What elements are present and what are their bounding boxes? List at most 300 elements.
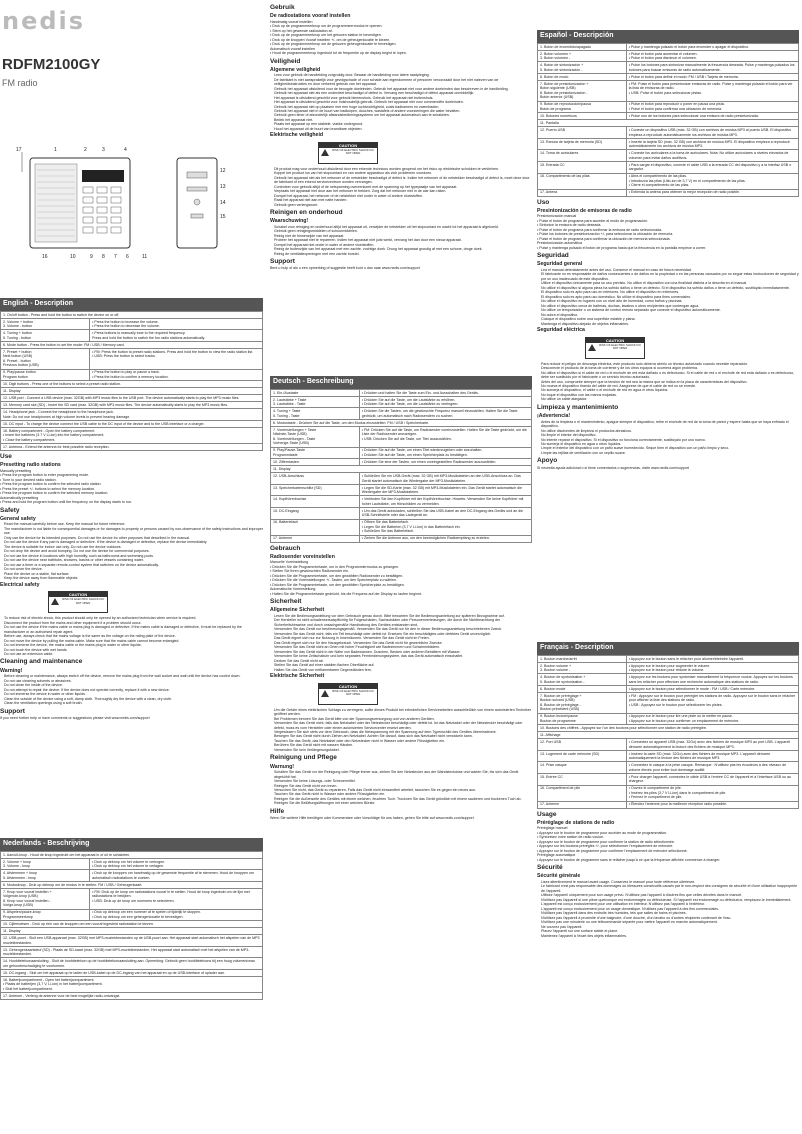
section-french <box>537 642 799 938</box>
support-text: Wenn Sie weitere Hilfe benötigen oder Kommentare oder Vorschläge für uns haben, gehen Sie bitte auf www.nedis.com/support <box>270 816 474 821</box>
list-item: • Das Gerät eignet sich nur zur Nutzung in Innenräumen. Verwenden Sie das Gerät nicht im Freien. <box>274 636 532 640</box>
row-description: • Insérez la carte SD (max. 32Go) avec des fichiers de musique MP3. L'appareil démarre automatiquement la lecture des fichiers de musique MP3. <box>626 750 798 762</box>
section-german <box>270 376 532 821</box>
list-item: • Het apparaat is uitsluitend geschikt voor gebruik binnenshuis. Gebruik het apparaat niet buitenshuis. <box>274 96 532 100</box>
electrical-safety-heading: Elektrische Sicherheit <box>270 673 325 680</box>
safety-heading: Safety <box>0 506 20 514</box>
row-description: • Appuyez sur les boutons pour syntoniser manuellement la fréquence voulue. Appuyez sur les boutons sans les relâcher pour effectuer une recherche automatique des stations de radio. <box>626 674 798 686</box>
list-item: • Do not use the device if the mains cable or mains plug is damaged or defective. If the mains cable is damaged or defective, it must be replaced by the manufacturer or an authorised repair agent. <box>4 625 263 634</box>
list-item: • Gebruik het apparaat niet op plaatsen met een hoge luchtvochtigheid, zoals badkamers en zwembaden. <box>274 105 532 109</box>
svg-text:8: 8 <box>102 254 105 260</box>
column-middle <box>270 0 532 1134</box>
cleaning-heading: Reinigen en onderhoud <box>270 209 343 217</box>
row-label: 15. DC-Eingang <box>271 507 360 519</box>
row-description: • Pulse el botón para reproducir o poner en pausa una pista. • Pulse el botón para confirmar una ubicación de memoria. <box>626 101 798 113</box>
row-label: 13. Logement de carte mémoire (SD) <box>538 750 627 762</box>
table-row <box>538 120 799 127</box>
table-row <box>538 81 799 102</box>
table-row <box>271 396 532 408</box>
table-row <box>1 330 263 342</box>
svg-text:2: 2 <box>84 147 87 153</box>
preset-line: • Press the program button to confirm the selected memory location. <box>0 491 109 496</box>
table-row <box>538 801 799 808</box>
preset-text <box>537 826 799 862</box>
section-spanish <box>537 30 799 470</box>
list-item: • Plaats het apparaat op een stabiele, vlakke ondergrond. <box>274 122 532 126</box>
table-row <box>538 189 799 196</box>
row-description: • Press buttons to manually tune to the required frequency. Press and hold the button to switch the fun radio stations automatically. <box>90 330 263 342</box>
preset-line: Automatisch vooraf instellen <box>270 46 315 51</box>
row-text: 15. DC input - To charge the device connect the USB cable to the DC input of the device and to the USB interface or a charger. <box>1 421 263 428</box>
list-item: • Limpie las rejillas de ventilación con un cepillo suave. <box>541 451 799 455</box>
warning-triangle-icon <box>321 149 329 156</box>
list-item: • Do not immerse the device in water or other liquids. <box>4 692 263 696</box>
table-row <box>1 889 263 910</box>
row-description: • Druk op deknop om het volume te verhogen. • Druk op deknop om het volume te verlagen. <box>90 858 263 870</box>
row-description: • Ziehen Sie die Antenne aus, um den bestmöglichen Radioempfang zu erzielen. <box>359 535 531 542</box>
cleaning-list <box>270 770 532 806</box>
row-description: • FM: Press the button to preset radio stations. Press and hold the button to view the radio station list. • USB: Press the button to select tracks. <box>90 349 263 370</box>
product-name: FM radio <box>2 78 38 88</box>
general-safety-list <box>270 614 532 672</box>
list-item: • No cubra el dispositivo. <box>541 313 799 317</box>
caution-label: CAUTION RISK OF ELECTRIC SHOCK DO NOT OPEN <box>318 142 378 164</box>
table-row <box>1 921 263 928</box>
preset-line: • Drücken Sie die Programmiertaste, um den gewählten Radiosender zu bestätigen. <box>270 573 404 578</box>
row-text: 16. Battery compartment - Open the battery compartment. • Insert the batteries (3.7 V Li-ion) into the battery compartment. • Close the battery compartment. <box>1 428 263 444</box>
row-label: 13. Ranura de tarjeta de memoria (SD) <box>538 138 627 150</box>
list-item: • Schalten Sie das Gerät vor der Reinigung oder Pflege immer aus, ziehen Sie den Netzstecker aus der Wandsteckdose und warten Sie, bis sich das Gerät abgekühlt hat. <box>274 770 532 779</box>
list-item: • Reinig niet de binnenzijde van het apparaat. <box>274 234 532 238</box>
safety-heading: Veiligheid <box>270 57 301 65</box>
row-label: 10. Zifferntasten <box>271 459 360 466</box>
list-item: • El dispositivo solo es apto para uso en interiores. No utilice el dispositivo en exteriores. <box>541 290 799 294</box>
row-description: • Extienda la antena para obtener la mejor recepción de radio posible. <box>626 189 798 196</box>
row-text: 11. Display <box>1 388 263 395</box>
row-description: • Schließen Sie ein USB-Gerät (max. 32 GB) mit MP3-Musikdateien an den USB-Anschluss an. Das Gerät startet automatisch die Wiedergabe der MP3-Musikdateien. <box>359 473 531 485</box>
list-item: • Placez l'appareil sur une surface stable et plane. <box>541 929 799 933</box>
general-safety-list <box>0 522 263 580</box>
cleaning-heading: Reinigung und Pflege <box>270 754 337 762</box>
table-row <box>538 693 799 714</box>
table-row <box>1 969 263 976</box>
table-row <box>538 662 799 674</box>
row-description: • Pulse el botón para aumentar el volumen. • Pulse el botón para disminuir el volumen. <box>626 50 798 62</box>
row-text: 12. USB-poort - Sluit een USB-apparaat (max. 32GB) met MP3-muziekbestanden op de USB-poort aan. Het apparaat start automatisch het afspelen van de MP3 muziekbestanden. <box>1 935 263 947</box>
table-row <box>538 725 799 732</box>
list-item: • Dit product mag voor onderhoud uitsluitend door een erkende technicus worden geopend om het risico op elektrische schokken te verkleinen. <box>274 167 532 171</box>
column-right <box>537 0 799 1134</box>
sd-slot <box>187 187 207 191</box>
row-description: • Appuyez sur le bouton pour sélectionner le mode : FM / USB / Carte mémoire. <box>626 685 798 692</box>
row-text: 11. Display <box>1 928 263 935</box>
general-safety-heading: Seguridad general <box>537 261 583 268</box>
list-item: • Gebruik geen timer of afzonderlijk afstandsbedieningssysteem om het apparaat automatisch aan te schakelen. <box>274 113 532 117</box>
list-item: • Limpie el exterior del dispositivo con un paño suave humedecido. Seque bien el dispositivo con un paño limpio y seco. <box>541 446 799 450</box>
preset-line: • Druk op de programmeerknop om het gekozen station te bevestigen. <box>270 33 382 38</box>
row-text: 14. Hoofdtelefoonaansluiting - Sluit de hoofdtelefoon op de hoofdtelefoonaansluiting aan. Opmerking: Gebruik geen hoofdtelefoons bij een hoog volumeniveau om gehoorbeschadiging te voorkomen. <box>1 958 263 970</box>
list-item: • Do not immerse the device, the mains cable or the mains plug in water or other liquids. <box>4 643 263 647</box>
list-item: • Gebruik geen verlengsnoer. <box>274 203 532 207</box>
list-item: • Bedek het apparaat niet. <box>274 118 532 122</box>
general-safety-heading: General safety <box>0 515 36 522</box>
list-item: • The device is suitable for indoor use only. Do not use the device outdoors. <box>4 545 263 549</box>
table-row <box>1 402 263 409</box>
row-label: 2. Volume + knop 3. Volume - knop <box>1 858 90 870</box>
row-text: 11. Affichage <box>538 732 799 739</box>
preset-line: Automatische Voreinstellung <box>270 587 316 592</box>
row-text: 10. Boutons des chiffres - Appuyez sur l'un des boutons pour sélectionner une station de radio préréglée. <box>538 725 799 732</box>
table-row <box>1 318 263 330</box>
row-label: 9. Afspelen/pauze-knop Programmeerknop <box>1 909 90 921</box>
support-heading: Support <box>270 258 295 266</box>
list-item: • Raak het apparaat niet aan met natte handen. <box>274 198 532 202</box>
row-description: • Legen Sie die SD-Karte (max. 32 GB) mit MP3-Musikdateien ein. Das Gerät startet automatisch die Wiedergabe der MP3-Musikdateien. <box>359 484 531 496</box>
row-text: 1. On/off button - Press and hold the button to switch the device on or off. <box>1 311 263 318</box>
row-label: 2. Botón volumen + 3. Botón volumen - <box>538 50 627 62</box>
preset-line: • Appuyez sur le bouton de programme pour confirmer l'emplacement de mémoire sélectionné. <box>537 848 688 853</box>
row-text: 11. Display <box>271 466 532 473</box>
description-table-german <box>270 389 532 543</box>
preset-line: • Drücken Sie die Programmiertaste, um den gewählten Speicherplatz zu bestätigen. <box>270 582 405 587</box>
description-table-french <box>537 655 799 809</box>
table-row <box>538 73 799 80</box>
list-item: • Do not use the device if any part is damaged or defective. If the device is damaged or defective, replace the device immediately. <box>4 540 263 544</box>
section-dutch <box>0 838 263 1000</box>
table-row <box>538 739 799 751</box>
list-item: • Gebruik het apparaat uitsluitend voor de beoogde doeleinden. Gebruik het apparaat niet voor andere doeleinden dan beschreven in de handleiding. <box>274 87 532 91</box>
row-text: 1. Aan/uit-knop - Houd de knop ingedrukt om het apparaat in of uit te schakelen. <box>1 851 263 858</box>
row-label: 4. Bouton de syntonisation + 5. Bouton de syntonisation - <box>538 674 627 686</box>
warning-label: ¡Advertencia! <box>537 413 571 420</box>
row-description: • Press the button to increase the volume. • Press the button to decrease the volume. <box>90 318 263 330</box>
table-row <box>1 958 263 970</box>
row-description: • Drücken Sie eine der Tasten, um einen voreingestellten Radiosender auszuwählen. <box>359 459 531 466</box>
preset-heading: Presintonización de emisoras de radio <box>537 207 632 214</box>
preset-line: • Appuyez sur le bouton de programme sans le relâcher jusqu'à ce que la fréquence affichée commence à changer. <box>537 857 721 862</box>
table-row <box>1 381 263 388</box>
row-description: • Connectez un appareil USB (max. 32Go) avec des fichiers de musique MP3 au port USB. L'appareil démarre automatiquement la lecture des fichiers de musique MP3. <box>626 739 798 751</box>
support-heading: Support <box>0 707 25 715</box>
list-item: • Dompel het apparaat niet onder in water of andere vloeistoffen. <box>274 243 532 247</box>
list-item: • Utilice el dispositivo únicamente para su uso previsto. No utilice el dispositivo con una finalidad distinta a la descrita en el manual. <box>541 281 799 285</box>
list-item: • No sumerja el dispositivo, el cable o el enchufe de red en agua ni otros líquidos. <box>541 388 799 392</box>
list-item: • L'appareil est conçu exclusivement pour un usage domestique. N'utilisez pas l'appareil à des fins commerciales. <box>541 907 799 911</box>
list-item: • Vergewissern Sie sich stets vor dem Gebrauch, dass die Netzspannung mit der Spannung auf dem Typenschild des Gerätes übereinstimmt. <box>274 730 532 734</box>
table-row <box>1 421 263 428</box>
table-row <box>271 427 532 448</box>
row-label: 1. Ein-/Austaste <box>271 389 360 396</box>
preset-line: • Press the program button to confirm the selected radio station. <box>0 482 102 487</box>
row-label: 6. Botón de modo <box>538 73 627 80</box>
row-text: 17. Antenna - Extend the antenna for best possible radio reception. <box>1 444 263 451</box>
support-heading: Hilfe <box>270 807 285 815</box>
table-row <box>1 311 263 318</box>
preset-text <box>537 214 799 250</box>
list-item: • Houd het apparaat uit de buurt van brandbare objecten. <box>274 127 532 131</box>
row-label: 14. Prise casque <box>538 762 627 774</box>
table-row <box>271 473 532 485</box>
preset-line: Handmatig vooraf instellen <box>270 19 313 24</box>
preset-line: • Pulse el botón de programa para acceder al modo de programación. <box>537 218 649 223</box>
row-description: • Para cargar el dispositivo, conecte el cable USB a la entrada CC del dispositivo y a la interfaz USB o cargador. <box>626 161 798 173</box>
table-row <box>1 928 263 935</box>
table-row <box>538 50 799 62</box>
list-item: • Het apparaat is uitsluitend geschikt voor huishoudelijk gebruik. Gebruik het apparaat niet voor commerciële doeleinden. <box>274 100 532 104</box>
svg-text:4: 4 <box>124 147 127 153</box>
table-row <box>1 881 263 888</box>
table-row <box>538 127 799 139</box>
list-item: • Do not use the device in locations with high humidity, such as bathrooms and swimming pools. <box>4 554 263 558</box>
svg-text:11: 11 <box>142 254 148 260</box>
section-header-german: Deutsch - Beschreibung <box>270 376 532 389</box>
preset-text <box>0 469 263 505</box>
list-item: • Le fabricant n'est pas responsable des dommages ou blessures consécutifs causés par le non-respect des consignes de sécurité et d'une utilisation inappropriée de l'appareil. <box>541 884 799 893</box>
list-item: • Do not use an extension cable. <box>4 652 263 656</box>
list-item: • Utilisez l'appareil uniquement pour son usage prévu. N'utilisez pas l'appareil à d'autres fins que celles décrites dans le manuel. <box>541 893 799 897</box>
preset-line: • Appuyez sur le bouton de programme pour accéder au mode de programmation. <box>537 830 668 835</box>
row-label: 12. Port USB <box>538 739 627 751</box>
table-row <box>538 785 799 801</box>
row-label: 7. Botón de presintonización + Botón siguiente (USB) 8. Botón de presintonización - Botón anterior (USB) <box>538 81 627 102</box>
row-label: 17. Antena <box>538 189 627 196</box>
list-item: • Verwenden Sie das Gerät nur bestimmungsgemäß. Verwenden Sie das Gerät nur für den in dieser Bedienungsanleitung beschriebenen Zweck. <box>274 627 532 631</box>
row-label: 2. Lautstärke + Taste 3. Lautstärke - Taste <box>271 396 360 408</box>
list-item: • Tauchen Sie das Gerät nicht in Wasser oder andere Flüssigkeiten ein. <box>274 792 532 796</box>
preset-line: • Tune to your desired radio station. <box>0 477 57 482</box>
list-item: • L'appareil est conçu exclusivement pour une utilisation en intérieur. N'utilisez pas l'appareil à l'extérieur. <box>541 902 799 906</box>
row-label: 2. Bouton volume + 3. Bouton volume - <box>538 662 627 674</box>
list-item: • No utilice un cable alargador. <box>541 397 799 401</box>
svg-text:1: 1 <box>54 147 57 153</box>
list-item: • Do not move the device by pulling the mains cable. Make sure that the mains cable cannot become entangled. <box>4 639 263 643</box>
list-item: • Gebruik het apparaat niet in de buurt van badkuipen, douches, wastafels of andere voorzieningen die water bevatten. <box>274 109 532 113</box>
list-item: • Gebruik geen reinigingsmiddelen of schuurmiddelen. <box>274 229 532 233</box>
row-text: 11. Pantalla <box>538 120 799 127</box>
list-item: • Verwenden Sie keine Lösungs- oder Scheuermittel. <box>274 779 532 783</box>
table-row <box>271 484 532 496</box>
list-item: • Lees voor gebruik de handleiding zorgvuldig door. Bewaar de handleiding voor latere raadpleging. <box>274 73 532 77</box>
list-item: • Do not use cleaning solvents or abrasives. <box>4 679 263 683</box>
row-label: 10. Botones numéricos <box>538 113 627 120</box>
list-item: • Gebruik het apparaat niet als een onderdeel beschadigd of defect is. Vervang een beschadigd of defect apparaat onmiddellijk. <box>274 91 532 95</box>
use-heading: Gebrauch <box>270 544 301 552</box>
svg-text:9: 9 <box>90 254 93 260</box>
table-row <box>538 750 799 762</box>
list-item: • Der Hersteller ist nicht schadensersatzpflichtig für Folgeschäden, Sachschäden oder Personenverletzungen, die durch die Nichtbeachtung der Sicherheitshinweise und durch unsachgemäße Handhabung des Gerätes entstanden sind. <box>274 618 532 627</box>
use-heading: Gebruik <box>270 4 295 11</box>
table-row <box>538 150 799 162</box>
svg-text:16: 16 <box>42 254 48 260</box>
preset-line: Presintonización manual <box>537 214 577 219</box>
list-item: • Disconnect the product from the mains and other equipment if a problem should occur. <box>4 621 263 625</box>
row-description: • Pulse los botones para sintonizar manualmente la frecuencia deseada. Pulse y mantenga pulsados los botones para buscar emisoras de radio automáticamente. <box>626 62 798 74</box>
table-row <box>271 419 532 426</box>
preset-line: • Press the program button to enter programming mode. <box>0 473 90 478</box>
support-heading: Apoyo <box>537 457 558 465</box>
safety-heading: Seguridad <box>537 252 569 260</box>
row-label: 7. Preset + button Next button (USB) 8. Preset - button Previous button (USB) <box>1 349 90 370</box>
row-label: 4. Tuning + Taste 5. Tuning - Taste <box>271 408 360 420</box>
row-label: 9. Botón de reproducción/pausa Botón de programa <box>538 101 627 113</box>
row-description: • Étendez l'antenne pour la meilleure réception radio possible. <box>626 801 798 808</box>
svg-text:13: 13 <box>220 184 226 190</box>
preset-line: • Appuyez sur le bouton de programme pour confirmer la station de radio sélectionnée. <box>537 839 675 844</box>
list-item: • Versuchen Sie nicht, das Gerät zu reparieren. Falls das Gerät nicht einwandfrei arbeitet, tauschen Sie es gegen ein neues aus. <box>274 788 532 792</box>
table-row <box>1 909 263 921</box>
description-table-dutch <box>0 851 263 1000</box>
row-description: • Appuyez sur le bouton pour augmenter le volume. • Appuyez sur le bouton pour réduire le volume. <box>626 662 798 674</box>
table-row <box>271 535 532 542</box>
cleaning-list <box>270 225 532 256</box>
list-item: • Do not cover the device. <box>4 567 263 571</box>
table-row <box>538 173 799 189</box>
list-item: • Only use the device for its intended purposes. Do not use the device for other purposes that described in the manual. <box>4 536 263 540</box>
list-item: • The manufacturer is not liable for consequential damages or for damages to property or persons caused by non-observance of the safety instructions and improper use. <box>4 527 263 536</box>
row-label: 16. Compartiment de pile <box>538 785 627 801</box>
list-item: • To reduce risk of electric shock, this product should only be opened by an authorized technician when service is required. <box>4 616 263 620</box>
radio-diagram <box>2 142 260 262</box>
section-header-dutch: Nederlands - Beschrijving <box>0 838 263 851</box>
list-item: • Place the device on a stable, flat surface. <box>4 572 263 576</box>
row-label: 9. Play/pause button Program button <box>1 369 90 381</box>
row-description: • Conecte los auriculares a la toma de auriculares. Nota: No utilice auriculares a niveles elevados de volumen para evitar daños auditivos. <box>626 150 798 162</box>
speaker-grille <box>35 164 77 242</box>
caution-label: CAUTION RISK OF ELECTRIC SHOCK DO NOT OPEN <box>585 337 645 359</box>
row-label: 9. Play/Pause-Taste Programmtaste <box>271 447 360 459</box>
general-safety-heading: Sécurité générale <box>537 873 581 880</box>
electrical-safety-list <box>0 616 263 656</box>
list-item: • Koppel het product los van het stopcontact en van andere apparatuur als zich problemen voordoen. <box>274 171 532 175</box>
list-item: • Um die Gefahr eines elektrischen Schlags zu verringern, sollte dieses Produkt bei erforderlichen Servicearbeiten ausschließlich von einem autorisierten Techniker geöffnet werden. <box>274 708 532 717</box>
list-item: • Dompel het apparaat, het netsnoer of de netstekker niet onder in water of andere vloeistoffen. <box>274 194 532 198</box>
row-description: • Druk op de knoppen om handmatig op de gewenste frequentie af te stemmen. Houd de knoppen om automatisch radiostations te zoeken. <box>90 870 263 882</box>
svg-text:12: 12 <box>220 168 226 174</box>
list-item: • Lisez attentivement le manuel avant usage. Conservez le manuel pour toute référence ultérieure. <box>541 880 799 884</box>
cleaning-heading: Cleaning and maintenance <box>0 658 83 666</box>
section-english <box>0 298 263 720</box>
warning-triangle-icon <box>51 598 59 605</box>
row-label: 15. Entrée CC <box>538 773 627 785</box>
list-item: • Para reducir el peligro de descarga eléctrica, este producto solo debería abrirlo un técnico autorizado cuando necesite reparación. <box>541 362 799 366</box>
list-item: • Ne couvrez pas l'appareil. <box>541 925 799 929</box>
caution-label: CAUTION RISK OF ELECTRIC SHOCK DO NOT OPEN <box>48 591 108 613</box>
list-item: • Coloque el dispositivo sobre una superficie estable y plana. <box>541 317 799 321</box>
list-item: • Bei Problemen trennen Sie das Gerät bitte von der Spannungsversorgung und von anderen Geräten. <box>274 717 532 721</box>
description-table-spanish <box>537 43 799 197</box>
list-item: • No toque el dispositivo con las manos mojadas. <box>541 393 799 397</box>
use-heading: Use <box>0 453 12 461</box>
table-row <box>271 389 532 396</box>
svg-text:7: 7 <box>114 254 117 260</box>
preset-line: • Stem op het gewenste radiostation af. <box>270 28 333 33</box>
row-description: • Pulse y mantenga pulsado el botón para encender o apagar el dispositivo. <box>626 43 798 50</box>
headphone-jack <box>194 199 200 205</box>
row-description: • Abra el compartimento de las pilas. • Introduzca las pilas (Litio-ion de 3,7 V) en el compartimento de las pilas. • Cierre el compartimento de las pilas. <box>626 173 798 189</box>
row-description: • Druk op deknop om een nummer af te spelen of tijdelijk te stoppen. • Druk op deknop om een geheugenlocatie te bevestigen. <box>90 909 263 921</box>
table-row <box>538 773 799 785</box>
row-label: 7. Voreinstellungen + Taste Nächste-Taste (USB) 8. Voreinstellungen - Taste Vorherige-Taste (USB) <box>271 427 360 448</box>
row-description: • Inserte la tarjeta SD (máx. 32 GB) con archivos de música MP3. El dispositivo empieza a reproducir automáticamente los archivos de música MP3. <box>626 138 798 150</box>
preset-line: • Druk op de knoppen Vooraf instellen +/- om de geheugenlocatie te kiezen. <box>270 37 391 42</box>
preset-line: • Druk op de programmeerknop om de gekozen geheugenlocatie te bevestigen. <box>270 42 397 47</box>
list-item: • Clean the outside of the device using a soft, damp cloth. Thoroughly dry the device with a clean, dry cloth. <box>4 697 263 701</box>
row-description: • Drücken und halten Sie die Taste zum Ein- und Ausschalten des Geräts. <box>359 389 531 396</box>
table-row <box>538 101 799 113</box>
preset-heading: Presetting radio stations <box>0 462 61 469</box>
table-row <box>538 685 799 692</box>
electrical-safety-heading: Seguridad eléctrica <box>537 327 585 334</box>
electrical-safety-list <box>270 708 532 753</box>
safety-heading: Sécurité <box>537 864 563 872</box>
table-row <box>1 428 263 444</box>
list-item: • Do not touch the device with wet hands. <box>4 648 263 652</box>
row-text: 16. Batterijcompartiment - Open het batterijcompartiment. • Plaats de batterijen (3,7 V, Li-ion) in het batterijcompartiment. • Sluit het batterijcompartiment. <box>1 977 263 993</box>
preset-line: Manuelle Voreinstellung <box>270 560 309 565</box>
row-description: • FM: Drücken Sie auf die Taste, um Radiosender voreinzustellen. Halten Sie die Taste gedrückt, um die Liste der Radiosender anzuzeigen. • USB: Drücken Sie auf die Taste, um Titel auszuwählen. <box>359 427 531 448</box>
row-description: • Öffnen Sie das Batteriefach. • Legen Sie die Batterien (3,7 V Li-Ion) in das Batteriefach ein. • Schließen Sie das Batteriefach. <box>359 519 531 535</box>
table-row <box>538 713 799 725</box>
preset-line: • Druk op de programmeerknop om de programmeermodus te openen. <box>270 24 383 29</box>
list-item: • Reinig de ventilatieopeningen met een zachte borstel. <box>274 252 532 256</box>
list-item: • No utilice el dispositivo si el cable de red o el enchufe de red está dañado o es defectuoso. Si el cable de red o el enchufe de red está dañado o es defectuoso, debe ser sustituido por el fabricante o un servicio técnico autorizado. <box>541 371 799 380</box>
table-row <box>271 496 532 508</box>
row-label: 4. Botón de sintonización + 5. Botón de sintonización - <box>538 62 627 74</box>
preset-line: Manually presetting <box>0 468 32 473</box>
usb-port <box>187 172 207 178</box>
preset-heading: Préréglage de stations de radio <box>537 819 615 826</box>
table-row <box>1 935 263 947</box>
row-label: 12. Puerto USB <box>538 127 627 139</box>
list-item: • No intente reparar el dispositivo. Si el dispositivo no funciona correctamente, sustitúyalo por uno nuevo. <box>541 438 799 442</box>
caution-label: CAUTION RISK OF ELECTRIC SHOCK DO NOT OPEN <box>318 683 378 705</box>
row-description: • Drücken Sie die Tasten, um die gewünschte Frequenz manuell einzustellen. Halten Sie die Taste gedrückt, um automatisch nach Radiosendern zu suchen. <box>359 408 531 420</box>
list-item: • Lea el manual detenidamente antes del uso. Conserve el manual en caso de futura necesidad. <box>541 268 799 272</box>
warning-triangle-icon <box>321 690 329 697</box>
section-header-english: English - Description <box>0 298 263 311</box>
row-label: 7. Bouton de préréglage + Bouton suivant (USB) 8. Bouton de préréglage - Bouton précédent (USB) <box>538 693 627 714</box>
preset-line: Automatically presetting <box>0 495 39 500</box>
cleaning-list <box>537 420 799 456</box>
warning-label: Waarschuwing! <box>270 218 309 225</box>
list-item: • No sumerja el dispositivo en agua u otros líquidos. <box>541 442 799 446</box>
preset-line: • Pulse y mantenga pulsado el botón de programa hasta que la frecuencia en la pantalla empiece a correr. <box>537 245 707 250</box>
preset-line: • Appuyez sur les boutons préréglés +/- pour sélectionner l'emplacement de mémoire. <box>537 844 674 849</box>
svg-text:15: 15 <box>220 214 226 220</box>
row-label: 15. Entrada CC <box>538 161 627 173</box>
preset-line: Presintonización automática <box>537 241 582 246</box>
list-item: • Bewegen Sie das Gerät nicht durch Ziehen am Netzkabel. Achten Sie darauf, dass sich das Netzkabel nicht verwickeln kann. <box>274 734 532 738</box>
list-item: • Decken Sie das Gerät nicht ab. <box>274 659 532 663</box>
list-item: • Verwenden Sie das Gerät nicht, falls das Netzkabel oder der Netzstecker beschädigt oder defekt ist. Ist das Netzkabel oder der Netzstecker beschädigt oder defekt, muss es vom Hersteller oder einem autorisierten Servicecenter ersetzt werden. <box>274 721 532 730</box>
electrical-safety-list <box>270 167 532 207</box>
list-item: • N'utilisez pas l'appareil à proximité d'une baignoire, d'une douche, d'un lavabo ou d'autres récipients contenant de l'eau. <box>541 916 799 920</box>
list-item: • Verwenden Sie das Gerät nicht an Orten mit hoher Feuchtigkeit wie Badezimmern und Schwimmbädern. <box>274 645 532 649</box>
list-item: • Gebruik het apparaat niet als het netsnoer of de netstekker beschadigd of defect is. Indien het netsnoer of de netstekker beschadigd of defect is, moet deze door de fabrikant of een erkend servicecentrum worden vervangen. <box>274 176 532 185</box>
list-item: • Before use, always check that the mains voltage is the same as the voltage on the rating plate of the device. <box>4 634 263 638</box>
use-heading: Usage <box>537 810 557 818</box>
list-item: • Do not drop the device and avoid bumping. Do not use the device for commercial purposes. <box>4 549 263 553</box>
row-label: 13. Speicherkartenschlitz (SD) <box>271 484 360 496</box>
row-text: 10. Cijfertoetsen - Druk op één van de knoppen om een vooraf ingesteld radiostation te kiezen. <box>1 921 263 928</box>
preset-line: Préréglage manuel <box>537 826 568 831</box>
list-item: • Tauchen Sie das Gerät, das Netzkabel oder den Netzstecker nicht in Wasser oder andere Flüssigkeiten ein. <box>274 739 532 743</box>
table-row <box>538 655 799 662</box>
svg-text:6: 6 <box>126 254 129 260</box>
row-label: 12. USB-Anschluss <box>271 473 360 485</box>
preset-line: • Syntonisez votre station de radio voulue. <box>537 835 604 840</box>
row-label: 16. Batteriefach <box>271 519 360 535</box>
